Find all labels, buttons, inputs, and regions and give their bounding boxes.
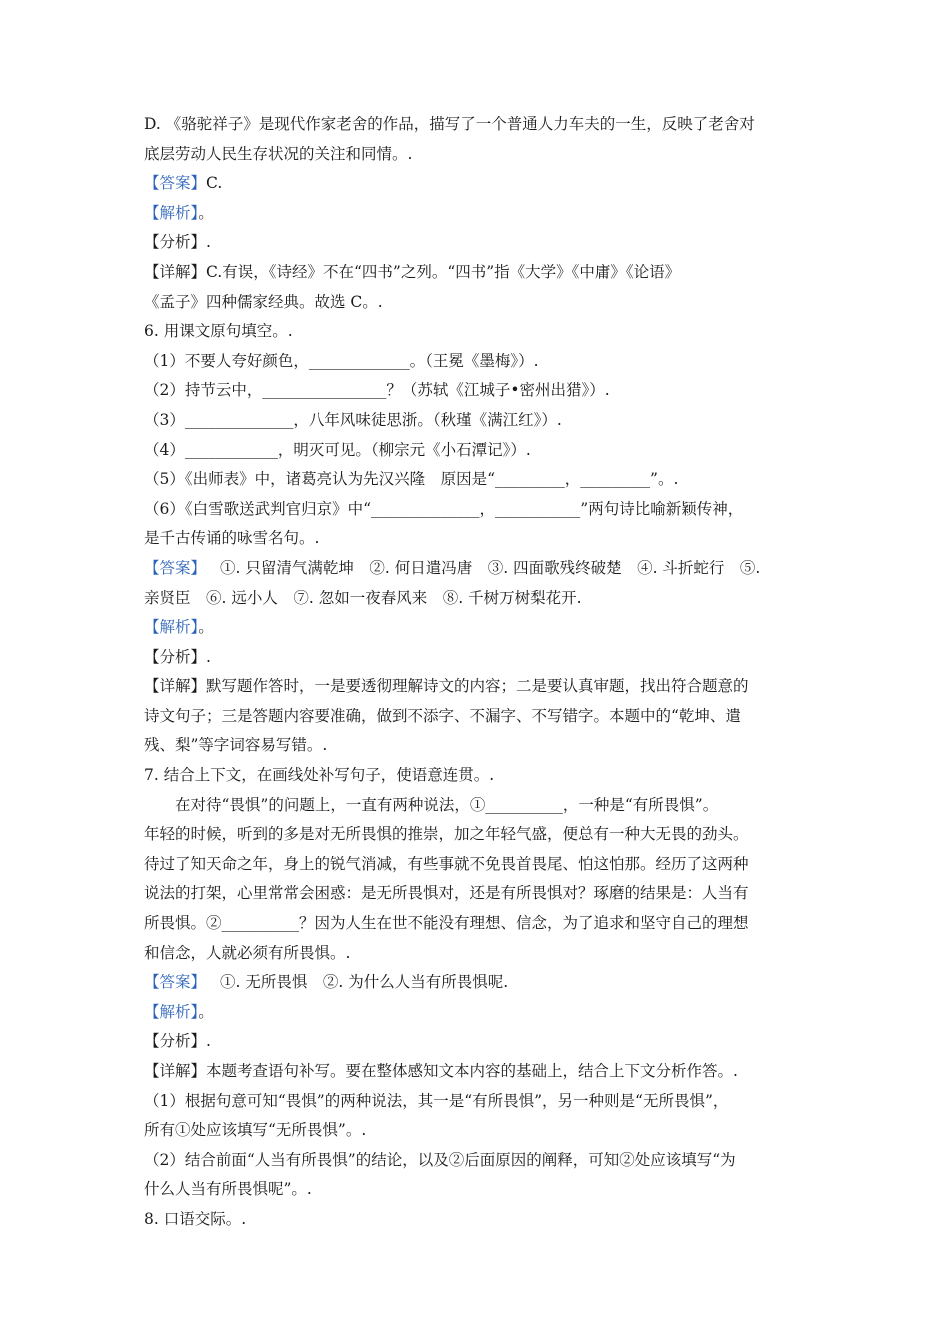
text-line: 什么人当有所畏惧呢”。. xyxy=(144,1180,312,1199)
text-line: 待过了知天命之年，身上的锐气消减，有些事就不免畏首畏尾、怕这怕那。经历了这两种 xyxy=(144,854,749,873)
question-title: 6. 用课文原句填空。. xyxy=(144,322,293,341)
text-line: （1）不要人夸好颜色，_____________。（王冕《墨梅》）. xyxy=(144,351,539,370)
analysis-tag: 【解析】 xyxy=(144,203,199,222)
text-line: （3）______________，八年风味徒思浙。（秋瑾《满江红》）. xyxy=(144,410,562,429)
text-line: 【分析】. xyxy=(144,1032,211,1051)
question-title: 8. 口语交际。. xyxy=(144,1209,247,1228)
text-line: 【分析】. xyxy=(144,233,211,252)
document-page xyxy=(144,110,812,1235)
text-line: （6）《白雪歌送武判官归京》中“______________，___________”两句诗比喻新颖传神， xyxy=(144,499,744,518)
text-line: 在对待“畏惧”的问题上，一直有两种说法，①__________，一种是“有所畏惧”。 xyxy=(175,795,719,814)
answer-line xyxy=(144,169,812,199)
answer-tag: 【答案】 xyxy=(144,973,207,992)
text-line: 亲贤臣 ⑥. 远小人 ⑦. 忽如一夜春风来 ⑧. 千树万树梨花开. xyxy=(144,588,582,607)
text-line: （2）结合前面“人当有所畏惧”的结论，以及②后面原因的阐释，可知②处应该填写“为 xyxy=(144,1150,736,1169)
text-line: 【分析】. xyxy=(144,647,211,666)
analysis-tag: 【解析】 xyxy=(144,1002,199,1021)
text-line: 所畏惧。②__________？因为人生在世不能没有理想、信念，为了追求和坚守自己的理想 xyxy=(144,914,749,933)
text-line: （4）____________，明灭可见。（柳宗元《小石潭记》）. xyxy=(144,440,531,459)
text-line: （5）《出师表》中，诸葛亮认为先汉兴隆 原因是“_________，_________”。. xyxy=(144,470,679,489)
analysis-text: 。 xyxy=(198,618,214,637)
answer-text: C. xyxy=(206,174,223,193)
text-line: 【详解】本题考查语句补写。要在整体感知文本内容的基础上，结合上下文分析作答。. xyxy=(144,1062,738,1080)
text-line: 【详解】默写题作答时，一是要透彻理解诗文的内容；二是要认真审题，找出符合题意的 xyxy=(144,677,749,696)
text-line: D. 《骆驼祥子》是现代作家老舍的作品，描写了一个普通人力车夫的一生，反映了老舍对 xyxy=(144,115,755,133)
text-line: （2）持节云中，________________？（苏轼《江城子•密州出猎》）. xyxy=(144,381,610,400)
answer-tag: 【答案】 xyxy=(144,174,207,193)
text-line: 所有①处应该填写“无所畏惧”。. xyxy=(144,1121,367,1140)
text-line: 底层劳动人民生存状况的关注和同情。. xyxy=(144,144,413,163)
answer-text: ①. 只留清气满乾坤 ②. 何日遣冯唐 ③. 四面歌残终破楚 ④. 斗折蛇行 ⑤. xyxy=(220,558,761,577)
text-line: 【详解】C.有误，《诗经》不在“四书”之列。“四书”指《大学》《中庸》《论语》 xyxy=(144,262,681,281)
answer-text: ①. 无所畏惧 ②. 为什么人当有所畏惧呢. xyxy=(220,973,509,992)
analysis-tag: 【解析】 xyxy=(144,618,199,637)
text-line: 《孟子》四种儒家经典。故选 C。. xyxy=(144,292,383,311)
question-title: 7. 结合上下文，在画线处补写句子，使语意连贯。. xyxy=(144,766,495,785)
text-line: 说法的打架，心里常常会困惑：是无所畏惧对，还是有所畏惧对？琢磨的结果是：人当有 xyxy=(144,884,749,903)
answer-tag: 【答案】 xyxy=(144,558,207,577)
text-line: 是千古传诵的咏雪名句。. xyxy=(144,529,320,548)
text-line: 和信念，人就必须有所畏惧。. xyxy=(144,943,351,962)
analysis-text: 。 xyxy=(198,203,214,222)
answer-line xyxy=(144,968,812,998)
text-line: 残、梨”等字词容易写错。. xyxy=(144,736,328,755)
analysis-text: 。 xyxy=(198,1002,214,1021)
analysis-line xyxy=(144,199,812,229)
text-line: 年轻的时候，听到的多是对无所畏惧的推崇，加之年轻气盛，便总有一种大无畏的劲头。 xyxy=(144,825,749,844)
text-line: 诗文句子；三是答题内容要准确，做到不添字、不漏字、不写错字。本题中的“乾坤、遣 xyxy=(144,706,741,725)
answer-line xyxy=(144,554,812,584)
analysis-line xyxy=(144,998,812,1028)
analysis-line xyxy=(144,613,812,643)
text-line: （1）根据句意可知“畏惧”的两种说法，其一是“有所畏惧”，另一种则是“无所畏惧”， xyxy=(144,1091,729,1110)
